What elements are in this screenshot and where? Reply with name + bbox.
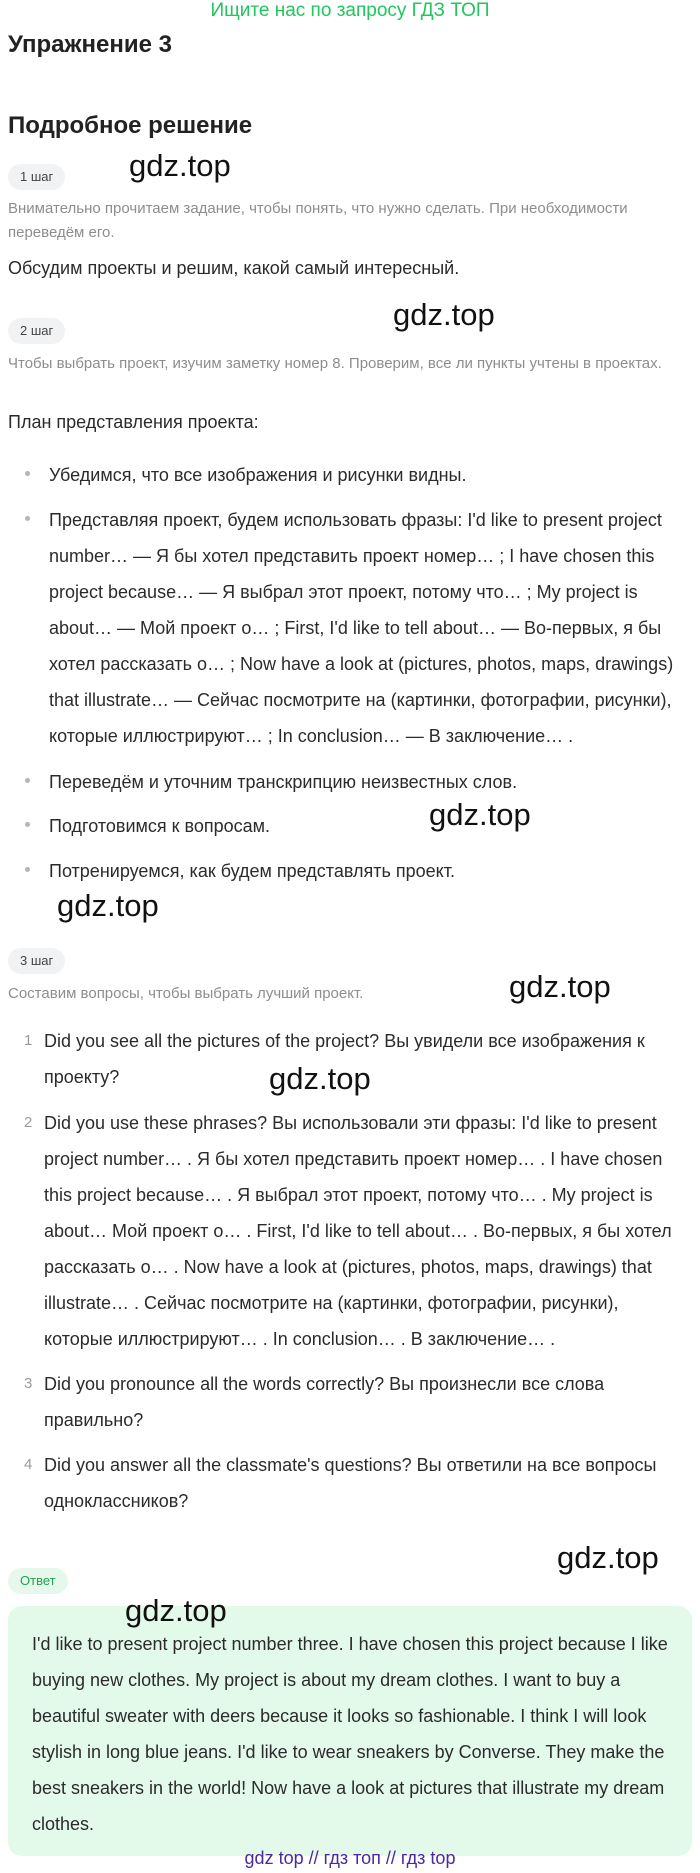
answer-badge: Ответ [8, 1568, 68, 1594]
step-2-text: План представления проекта: [8, 412, 259, 432]
numbered-item-text: Did you pronounce all the words correctly? Вы произнесли все слова правильно? [44, 1374, 605, 1430]
footer-links: gdz top // гдз топ // гдз top [244, 1848, 456, 1868]
step-1-text: Обсудим проекты и решим, какой самый интересный. [8, 258, 460, 278]
item-number: 1 [24, 1032, 33, 1049]
numbered-item-text: Did you see all the pictures of the project? Вы увидели все изображения к проекту? [44, 1031, 645, 1087]
step-1-hint: Внимательно прочитаем задание, чтобы понять, что нужно сделать. При необходимости переведём его. [8, 200, 628, 241]
watermark: gdz.top [429, 797, 531, 832]
step-3-hint: Составим вопросы, чтобы выбрать лучший проект. [8, 985, 364, 1002]
item-number: 2 [24, 1114, 33, 1131]
solution-heading: Подробное решение [8, 112, 253, 139]
step-2-badge: 2 шаг [8, 318, 65, 344]
list-item-text: Представляя проект, будем использовать фразы: I'd like to present project number… — Я бы хотел представить проект номер… ; I have chosen this project because… — Я выбрал этот проект, потому что… ; My project is about… — Мой проект о… ; First, I'd like to tell about… — Во-первых, я бы хотел рассказать о… ; Now have a look at (pictures, photos, maps, drawings) that illustrate… — Сейчас посмотрите на (картинки, фотографии, рисунки), которые иллюстрируют… ; In conclusion… — В заключение… . [49, 510, 674, 746]
bullet-icon [25, 516, 30, 521]
step-1-badge: 1 шаг [8, 164, 65, 190]
exercise-title: Упражнение 3 [8, 31, 172, 58]
item-number: 3 [24, 1375, 33, 1392]
list-item-text: Подготовимся к вопросам. [49, 816, 271, 836]
answer-box [8, 1606, 692, 1856]
watermark: gdz.top [269, 1061, 371, 1096]
bullet-icon [25, 471, 30, 476]
bullet-icon [25, 778, 30, 783]
search-banner: Ищите нас по запросу ГДЗ ТОП [210, 0, 490, 21]
watermark: gdz.top [557, 1540, 659, 1575]
list-item-text: Убедимся, что все изображения и рисунки видны. [49, 465, 467, 485]
list-item-text: Потренируемся, как будем представлять проект. [49, 861, 455, 881]
step-3-badge: 3 шаг [8, 948, 65, 974]
numbered-item-text: Did you use these phrases? Вы использовали эти фразы: I'd like to present project number… . Я бы хотел представить проект номер… . I have chosen this project because… . Я выбрал этот проект, потому что… . My project is about… Мой проект о… . First, I'd like to tell about… . Во-первых, я бы хотел рассказать о… . Now have a look at (pictures, photos, maps, drawings) that illustrate… . Сейчас посмотрите на (картинки, фотографии, рисунки), которые иллюстрируют… . In conclusion… . В заключение… . [44, 1113, 672, 1349]
watermark: gdz.top [57, 888, 159, 923]
watermark: gdz.top [509, 969, 611, 1004]
watermark: gdz.top [129, 148, 231, 183]
bullet-icon [25, 822, 30, 827]
watermark: gdz.top [125, 1593, 227, 1628]
numbered-item-text: Did you answer all the classmate's questions? Вы ответили на все вопросы одноклассников? [44, 1455, 657, 1511]
item-number: 4 [24, 1456, 33, 1473]
step-2-hint: Чтобы выбрать проект, изучим заметку номер 8. Проверим, все ли пункты учтены в проектах. [8, 355, 662, 372]
answer-text: I'd like to present project number three. I have chosen this project because I like buying new clothes. My project is about my dream clothes. I want to buy a beautiful sweater with deers because it looks so fashionable. I think I will look stylish in long blue jeans. I'd like to wear sneakers by Converse. They make the best sneakers in the world! Now have a look at pictures that illustrate my dream clothes. [32, 1634, 668, 1834]
list-item-text: Переведём и уточним транскрипцию неизвестных слов. [49, 772, 518, 792]
bullet-icon [25, 867, 30, 872]
watermark: gdz.top [393, 297, 495, 332]
